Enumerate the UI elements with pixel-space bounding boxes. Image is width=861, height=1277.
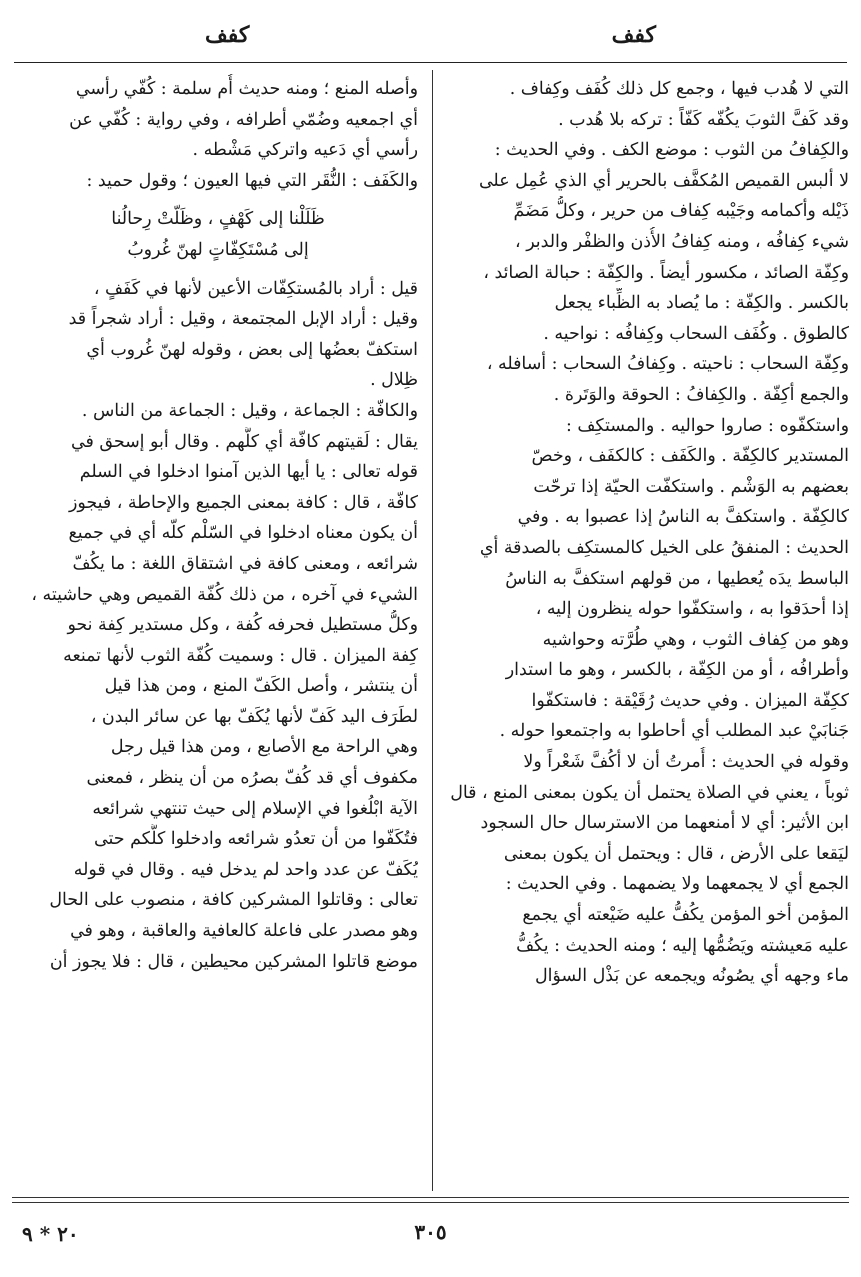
right-column-line: ماء وجهه أي يصُونُه ويجمعه عن بَذْل السؤال	[534, 966, 849, 987]
poetry-verse	[18, 204, 418, 265]
left-column-a-line: أي اجمعيه وضُمّي أطرافه ، وفي رواية : كُفّي عن	[69, 109, 418, 130]
left-column-b-line: مكفوف أي قد كُفّ بصرُه من أن ينظر ، فمعنى	[86, 768, 418, 789]
left-column-b-line: وهي الراحة مع الأصابع ، ومن هذا قيل رجل	[110, 737, 418, 758]
left-column-b-line: ظِلال .	[370, 370, 418, 391]
left-column-part-a	[18, 74, 418, 196]
right-column-line: ليَقعا على الأرض ، قال : ويحتمل أن يكون بمعنى	[503, 843, 849, 864]
left-column-b-line: الآية ابْلُغوا في الإسلام إلى حيث تنتهي شرائعه	[92, 798, 418, 819]
right-column-line: كالطوق . وكُفَف السحاب وكِفافُه : نواحيه .	[543, 323, 849, 344]
left-column-b-line: قيل : أراد بالمُستكِفّات الأعين لأنها في كَفَفٍ ،	[93, 278, 418, 299]
left-column-b-line: وكلُّ مستطيل فحرفه كُفة ، وكل مستدير كِفة نحو	[67, 615, 418, 636]
left-column-b-line: الشيء في آخره ، من ذلك كُفّة القميص وهي حاشيته ،	[31, 584, 418, 605]
verse-line: ظَلَلْنا إلى كَهْفٍ ، وظَلّتْ رِحالُنا	[111, 209, 325, 230]
right-column-line: والجمع أكِفّة . والكِفافُ : الحوقة والوَتَرة .	[553, 384, 849, 405]
left-column	[18, 74, 418, 1197]
left-column-part-b	[18, 274, 418, 978]
left-column-b-line: وقيل : أراد الإبل المجتمعة ، وقيل : أراد شجراً قد	[68, 309, 418, 330]
right-column-line: المستدير كالكِفّة . والكَفَف : كالكفَف ، وخصّ	[531, 446, 849, 467]
left-column-b-line: قوله تعالى : يا أيها الذين آمنوا ادخلوا في السلم	[79, 462, 418, 483]
left-column-b-line: أن ينتشر ، وأصل الكَفّ المنع ، ومن هذا قيل	[104, 676, 418, 697]
right-column-line: والكِفافُ من الثوب : موضع الكف . وفي الحديث :	[494, 140, 849, 161]
left-column-b-line: شرائعه ، ومعنى كافة في اشتقاق اللغة : ما يكُفّ	[72, 553, 418, 574]
left-column-b-line: موضع قاتلوا المشركين محيطين ، قال : فلا يجوز أن	[49, 951, 418, 972]
left-column-b-line: فتُكَفّوا من أن تعدُو شرائعه وادخلوا كلُّكم حتى	[94, 829, 418, 850]
right-column-line: جَنابَيْ عبد المطلب أي أحاطوا به واجتمعوا حوله .	[499, 721, 849, 742]
signature-mark: ٢٠ * ٩	[22, 1222, 79, 1246]
left-column-b-line: لطَرَف اليد كَفّ لأنها يُكَفّ بها عن سائر البدن ،	[90, 706, 418, 727]
right-column-line: المؤمن أخو المؤمن يكُفُّ عليه ضَيْعته أي يجمع	[522, 905, 849, 926]
right-column-line: ذَيْله وأكمامه وجَيْبه كِفاف من حرير ، وكلُّ مَضَمِّ	[513, 201, 849, 222]
right-column-line: لا ألبس القميص المُكفَّف بالحرير أي الذي عُمِل على	[478, 170, 849, 191]
right-column-line: إذا أحدَقوا به ، واستكفّوا حوله ينظرون إليه ،	[535, 599, 849, 620]
page-number: ٣٠٥	[414, 1220, 447, 1244]
top-rule	[14, 62, 847, 63]
left-column-a-line: وأصله المنع ؛ ومنه حديث أُم سلمة : كُفّي رأسي	[75, 79, 418, 99]
left-column-b-line: والكافّة : الجماعة ، وقيل : الجماعة من الناس .	[81, 400, 418, 421]
left-running-head: كفف	[205, 22, 250, 48]
right-column-line: وكِفّة السحاب : ناحيته . وكِفافُ السحاب : أسافله ،	[486, 354, 849, 375]
right-column-line: وقد كَفَّ الثوبَ يكُفّه كَفّاً : تركه بلا هُدب .	[558, 109, 849, 130]
right-column-line: بعضهم به الوَشْم . واستكفّت الحيّة إذا ترحّت	[533, 476, 849, 497]
right-column-line: كالكِفّة . واستكفَّ به الناسُ إذا عصبوا به . وفي	[517, 507, 849, 528]
left-column-b-line: وهو مصدر على فاعلة كالعافية والعاقبة ، وهو في	[70, 921, 418, 942]
left-column-b-line: تعالى : وقاتلوا المشركين كافة ، منصوب على الحال	[49, 890, 418, 911]
left-column-b-line: كِفة الميزان . قال : وسميت كُفّة الثوب لأنها تمنعه	[63, 645, 418, 666]
left-column-a-line: والكَفَف : النُّقَر التي فيها العيون ؛ وقول حميد :	[86, 170, 418, 191]
right-column-line: التي لا هُدب فيها ، وجمع كل ذلك كُفَف وكِفاف .	[509, 79, 849, 99]
right-column-line: واستكفّوه : صاروا حواليه . والمستكِف :	[565, 415, 849, 436]
left-column-b-line: أن يكون معناه ادخلوا في السّلْم كلّه أي في جميع	[68, 523, 418, 544]
right-column-line: شيء كِفافُه ، ومنه كِفافُ الأُذن والظفْر والدبر ،	[515, 231, 849, 252]
right-column-line: بالكسر . والكِفّة : ما يُصاد به الظِّباء يجعل	[554, 293, 849, 314]
right-column	[441, 74, 849, 1197]
left-column-a-line: رأسي أي دَعيه واتركي مَشْطه .	[192, 140, 418, 161]
bottom-rule-double	[12, 1202, 849, 1203]
right-column-line: وقوله في الحديث : أُمرتُ أن لا أكُفَّ شَعْراً ولا	[523, 752, 849, 773]
left-column-b-line: استكفّ بعضُها إلى بعض ، وقوله لهنّ غُروب أي	[86, 339, 418, 360]
right-running-head: كفف	[611, 22, 656, 48]
right-column-line: وكِفّة الصائد ، مكسور أيضاً . والكِفّة : حبالة الصائد ،	[483, 262, 849, 283]
right-column-line: وهو من كِفاف الثوب ، وهي طُرَّته وحواشيه	[542, 629, 849, 650]
right-column-line: الجمع أي لا يجمعهما ولا يضمهما . وفي الحديث :	[505, 874, 849, 895]
column-divider	[432, 70, 433, 1191]
left-column-b-line: كافّة ، قال : كافة بمعنى الجميع والإحاطة ، فيجوز	[69, 492, 418, 513]
left-column-b-line: يُكَفّ عن عدد واحد لم يدخل فيه . وقال في قوله	[73, 859, 418, 880]
left-column-b-line: يقال : لَقيتهم كافّة أي كلَّهم . وقال أبو إسحق في	[71, 431, 418, 452]
right-column-line: عليه مَعيشته ويَضُمُّها إليه ؛ ومنه الحديث : يكُفُّ	[516, 935, 849, 956]
right-column-line: ثوباً ، يعني في الصلاة يحتمل أن يكون بمعنى المنع ، قال	[450, 782, 849, 803]
right-column-line: ابن الأثير: أي لا أمنعهما من الاسترسال حال السجود	[480, 813, 849, 834]
bottom-rule	[12, 1197, 849, 1198]
verse-line: إلى مُسْتَكِفّاتٍ لهنّ غُروبُ	[127, 239, 309, 260]
right-column-line: الباسط يدَه يُعطيها ، من قولهم استكفَّ به الناسُ	[505, 568, 849, 589]
right-column-line: وأطرافُه ، أو من الكِفّة ، بالكسر ، وهو ما استدار	[505, 660, 849, 681]
right-column-line: ككِفّة الميزان . وفي حديث رُقَيْقة : فاستكفّوا	[531, 690, 849, 711]
right-column-line: الحديث : المنفقُ على الخيل كالمستكِف بالصدقة أي	[479, 537, 849, 558]
